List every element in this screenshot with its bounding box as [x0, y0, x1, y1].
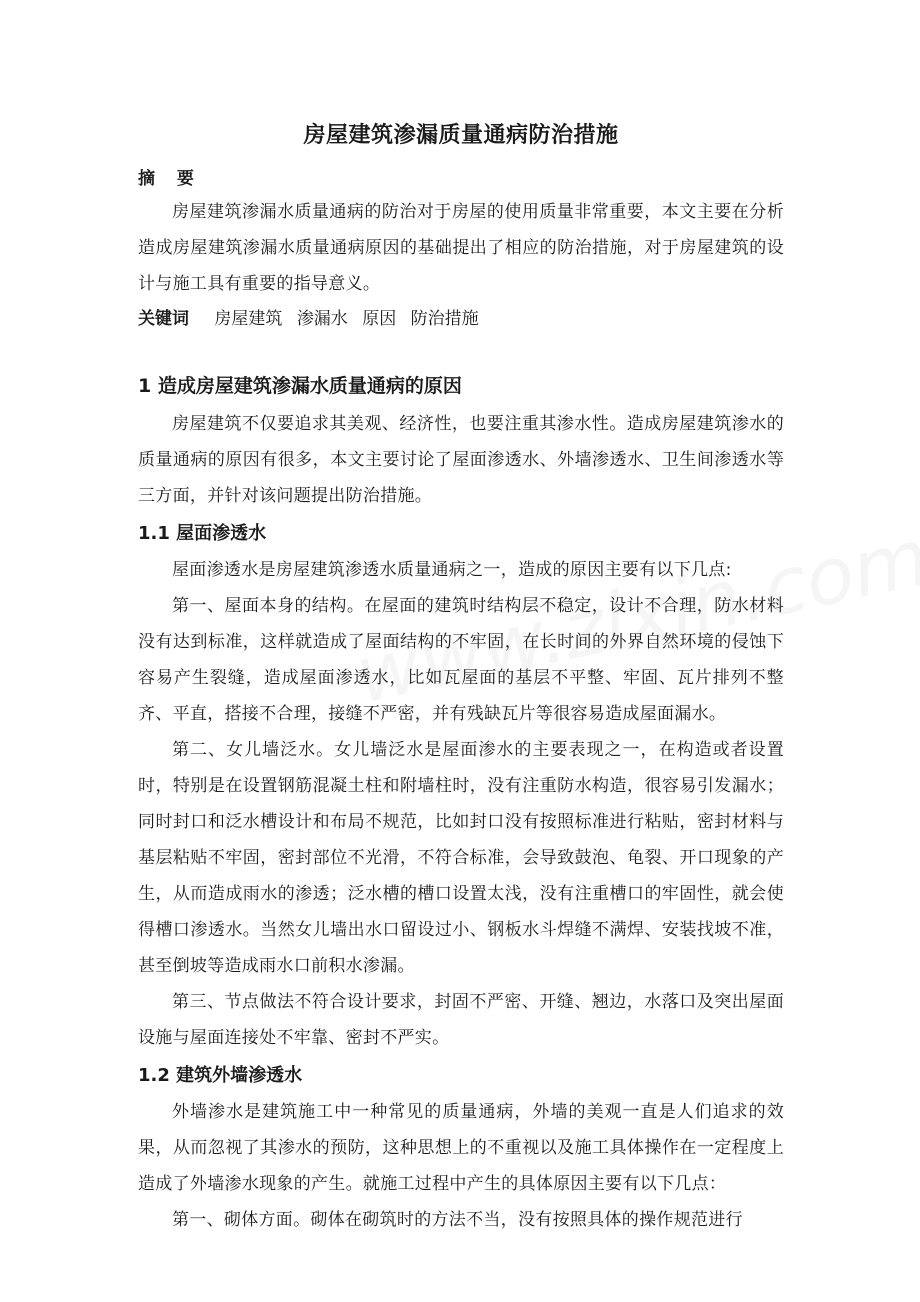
- section-paragraph: 第二、女儿墙泛水。女儿墙泛水是屋面渗水的主要表现之一，在构造或者设置时，特别是在设置钢筋混凝土柱和附墙柱时，没有注重防水构造，很容易引发漏水；同时封口和泛水槽设计和布局不规范，比如封口没有按照标准进行粘贴，密封材料与基层粘贴不牢固，密封部位不光滑，不符合标准，会导致鼓泡、龟裂、开口现象的产生，从而造成雨水的渗透；泛水槽的槽口设置太浅，没有注重槽口的牢固性，就会使得槽口渗透水。当然女儿墙出水口留设过小、钢板水斗焊缝不满焊、安装找坡不准，甚至倒坡等造成雨水口前积水渗漏。: [138, 740, 784, 976]
- keywords-line: [138, 302, 784, 336]
- keyword: 原因: [362, 309, 397, 329]
- keyword: 渗漏水: [296, 309, 348, 329]
- section-paragraph: 第一、屋面本身的结构。在屋面的建筑时结构层不稳定，设计不合理，防水材料没有达到标准，这样就造成了屋面结构的不牢固，在长时间的外界自然环境的侵蚀下容易产生裂缝，造成屋面渗透水，比如瓦屋面的基层不平整、牢固、瓦片排列不整齐、平直，搭接不合理，接缝不严密，并有残缺瓦片等很容易造成屋面漏水。: [138, 596, 784, 724]
- document-title: 房屋建筑渗漏质量通病防治措施: [303, 123, 619, 148]
- subsection-heading: 1.2 建筑外墙渗透水: [138, 1065, 303, 1086]
- keywords-label: 关键词: [138, 309, 189, 329]
- subsection-heading: 1.1 屋面渗透水: [138, 523, 267, 544]
- section-paragraph: 外墙渗水是建筑施工中一种常见的质量通病，外墙的美观一直是人们追求的效果，从而忽视了其渗水的预防，这种思想上的不重视以及施工具体操作在一定程度上造成了外墙渗水现象的产生。就施工过程中产生的具体原因主要有以下几点：: [138, 1102, 784, 1194]
- section-paragraph: 第一、砌体方面。砌体在砌筑时的方法不当，没有按照具体的操作规范进行: [172, 1210, 743, 1230]
- section-heading: 1 造成房屋建筑渗漏水质量通病的原因: [138, 375, 462, 397]
- abstract-heading: 摘 要: [138, 169, 202, 189]
- abstract-text: 房屋建筑渗漏水质量通病的防治对于房屋的使用质量非常重要，本文主要在分析造成房屋建筑渗漏水质量通病原因的基础提出了相应的防治措施，对于房屋建筑的设计与施工具有重要的指导意义。: [138, 202, 784, 294]
- section-paragraph: 屋面渗透水是房屋建筑渗透水质量通病之一，造成的原因主要有以下几点:: [172, 560, 732, 580]
- keyword: 防治措施: [410, 309, 479, 329]
- section-paragraph: 第三、节点做法不符合设计要求，封固不严密、开缝、翘边，水落口及突出屋面设施与屋面连接处不牢靠、密封不严实。: [138, 992, 784, 1048]
- document-page: [138, 118, 784, 1238]
- keyword: 房屋建筑: [214, 309, 283, 329]
- section-paragraph: 房屋建筑不仅要追求其美观、经济性，也要注重其渗水性。造成房屋建筑渗水的质量通病的原因有很多，本文主要讨论了屋面渗透水、外墙渗透水、卫生间渗透水等三方面，并针对该问题提出防治措施。: [138, 414, 784, 506]
